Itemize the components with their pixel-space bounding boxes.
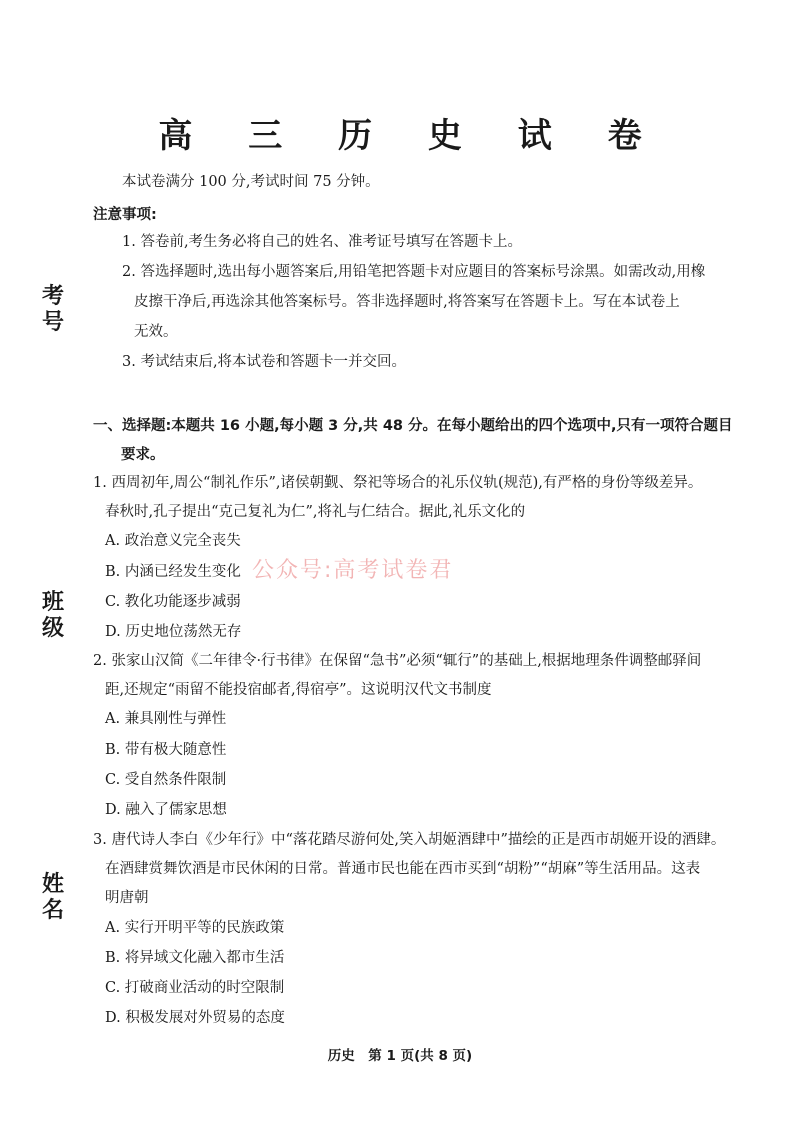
question-1-line-1: 1. 西周初年,周公“制礼作乐”,诸侯朝觐、祭祀等场合的礼乐仪轨(规范),有严格的身份等级差异。 [93,475,703,491]
question-3-option-b: B. 将异域文化融入都市生活 [105,950,285,966]
notice-item-2 [122,257,752,347]
notice-item-1 [122,227,752,257]
page-footer: 历史 第 1 页(共 8 页) [327,1048,473,1064]
section-heading [93,412,753,470]
notice-2-line-3: 无效。 [134,324,178,340]
notice-2-line-1: 2. 答选择题时,选出每小题答案后,用铅笔把答题卡对应题目的答案标号涂黑。如需改动,用橡 [122,264,706,280]
question-2-option-c: C. 受自然条件限制 [105,772,227,788]
question-3-line-2: 在酒肆赏舞饮酒是市民休闲的日常。普通市民也能在西市买到“胡粉”“胡麻”等生活用品。这表 [105,861,701,877]
side-label-name: 姓 名 [41,872,64,923]
question-2-line-2: 距,还规定“雨留不能投宿邮者,得宿亭”。这说明汉代文书制度 [105,682,492,698]
section-heading-line-2: 要求。 [121,447,165,463]
notice-heading: 注意事项: [93,207,157,223]
question-2-line-1: 2. 张家山汉简《二年律令·行书律》在保留“急书”必须“辄行”的基础上,根据地理条件调整邮驿间 [93,653,702,669]
side-label-exam-no: 考 号 [41,284,64,335]
question-1 [93,469,759,527]
watermark-text: 公众号:高考试卷君 [252,558,454,583]
question-3-option-a: A. 实行开明平等的民族政策 [105,920,285,936]
question-2-option-a: A. 兼具刚性与弹性 [105,711,227,727]
question-1-line-2: 春秋时,孔子提出“克己复礼为仁”,将礼与仁结合。据此,礼乐文化的 [105,504,526,520]
question-3-line-1: 3. 唐代诗人李白《少年行》中“落花踏尽游何处,笑入胡姬酒肆中”描绘的正是西市胡姬开设的酒肆。 [93,832,726,848]
page-title: 高 三 历 史 试 卷 [158,116,664,156]
question-3-option-c: C. 打破商业活动的时空限制 [105,980,285,996]
notice-item-3 [122,347,752,377]
notice-1-line-1: 1. 答卷前,考生务必将自己的姓名、准考证号填写在答题卡上。 [122,234,523,250]
notice-2-line-2: 皮擦干净后,再选涂其他答案标号。答非选择题时,将答案写在答题卡上。写在本试卷上 [134,294,680,310]
question-1-option-c: C. 教化功能逐步减弱 [105,594,241,610]
question-3-line-3: 明唐朝 [105,890,149,906]
question-2-option-d: D. 融入了儒家思想 [105,802,227,818]
question-2 [93,647,759,705]
question-3-option-d: D. 积极发展对外贸易的态度 [105,1010,285,1026]
notice-3-line-1: 3. 考试结束后,将本试卷和答题卡一并交回。 [122,354,407,370]
question-2-option-b: B. 带有极大随意性 [105,742,227,758]
question-1-option-d: D. 历史地位荡然无存 [105,624,242,640]
section-heading-line-1: 一、选择题:本题共 16 小题,每小题 3 分,共 48 分。在每小题给出的四个选项中,只有一项符合题目 [93,418,733,434]
question-1-option-a: A. 政治意义完全丧失 [105,533,241,549]
side-label-class: 班 级 [41,590,64,641]
question-1-option-b: B. 内涵已经发生变化 [105,564,241,580]
exam-intro: 本试卷满分 100 分,考试时间 75 分钟。 [122,174,380,190]
question-3 [93,826,759,913]
